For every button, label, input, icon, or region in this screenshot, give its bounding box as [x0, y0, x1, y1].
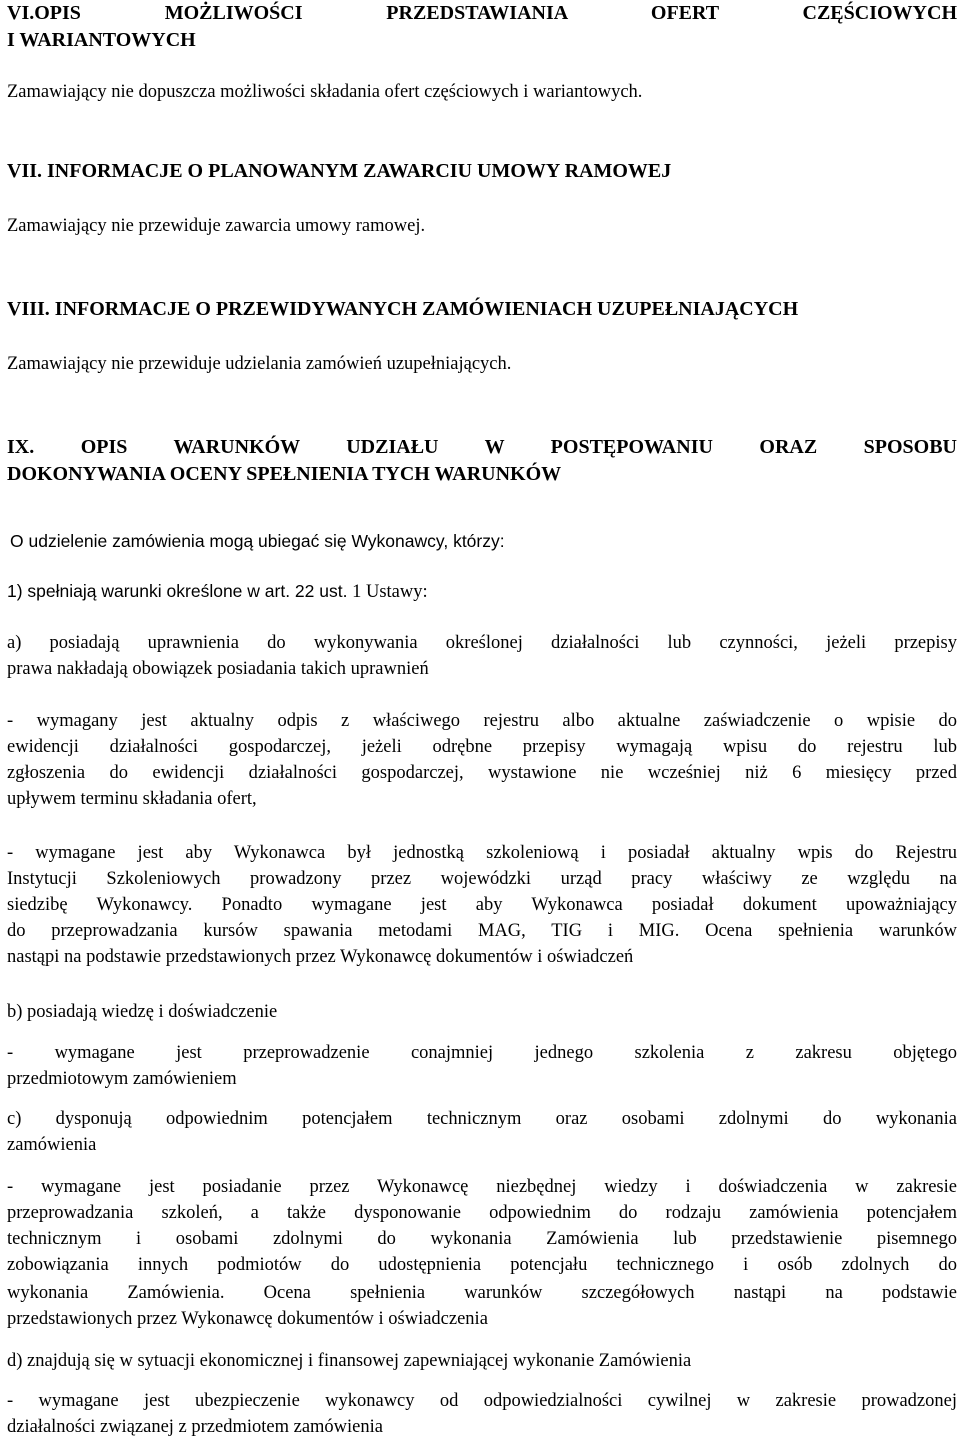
item-c-req-line6: przedstawionych przez Wykonawcę dokumentów i oświadczenia: [7, 1309, 488, 1329]
item-a-req1-line3: zgłoszenia do ewidencji działalności gospodarczej, wystawione nie wcześniej niż 6 miesięcy przed: [7, 763, 957, 783]
item-b-line1: b) posiadają wiedzę i doświadczenie: [7, 1002, 278, 1022]
item-c-line1: c) dysponują odpowiednim potencjałem technicznym oraz osobami zdolnymi do wykonania: [7, 1109, 957, 1129]
section-ix-item1: [7, 578, 428, 605]
section-ix-item1-serif: 1 Ustawy:: [347, 582, 428, 602]
section-vi-heading-line1: VI.OPIS MOŻLIWOŚCI PRZEDSTAWIANIA OFERT CZĘŚCIOWYCH: [7, 2, 957, 24]
item-c-line2: zamówienia: [7, 1135, 97, 1155]
item-a-req1-line4: upływem terminu składania ofert,: [7, 789, 257, 809]
section-viii-text: Zamawiający nie przewiduje udzielania zamówień uzupełniających.: [7, 354, 512, 374]
item-a-req2-line1: - wymagane jest aby Wykonawca był jednostką szkoleniową i posiadał aktualny wpis do Rejestru: [7, 843, 957, 863]
item-d-req-line2: działalności związanej z przedmiotem zamówienia: [7, 1417, 383, 1437]
item-a-req2-line3: siedzibę Wykonawcy. Ponadto wymagane jest aby Wykonawca posiadał dokument upoważniający: [7, 895, 957, 915]
item-a-req1-line1: - wymagany jest aktualny odpis z właściwego rejestru albo aktualne zaświadczenie o wpisie do: [7, 711, 957, 731]
section-vi-text: Zamawiający nie dopuszcza możliwości składania ofert częściowych i wariantowych.: [7, 82, 643, 102]
item-c-req-line5: wykonania Zamówienia. Ocena spełnienia warunków szczegółowych nastąpi na podstawie: [7, 1283, 957, 1303]
item-c-req-line1: - wymagane jest posiadanie przez Wykonawcę niezbędnej wiedzy i doświadczenia w zakresie: [7, 1177, 957, 1197]
section-vii-heading: VII. INFORMACJE O PLANOWANYM ZAWARCIU UMOWY RAMOWEJ: [7, 160, 672, 182]
item-a-req2-line5: nastąpi na podstawie przedstawionych przez Wykonawcę dokumentów i oświadczeń: [7, 947, 634, 967]
section-viii-heading: VIII. INFORMACJE O PRZEWIDYWANYCH ZAMÓWIENIACH UZUPEŁNIAJĄCYCH: [7, 298, 799, 320]
item-a-req2-line2: Instytucji Szkoleniowych prowadzony przez wojewódzki urząd pracy właściwy ze względu na: [7, 869, 957, 889]
section-ix-heading-line1: IX. OPIS WARUNKÓW UDZIAŁU W POSTĘPOWANIU ORAZ SPOSOBU: [7, 436, 957, 458]
item-c-req-line2: przeprowadzania szkoleń, a także dysponowanie odpowiednim do rodzaju zamówienia potencjałem: [7, 1203, 957, 1223]
item-d-req-line1: - wymagane jest ubezpieczenie wykonawcy od odpowiedzialności cywilnej w zakresie prowadzonej: [7, 1391, 957, 1411]
section-ix-heading-line2: DOKONYWANIA OCENY SPEŁNIENIA TYCH WARUNKÓW: [7, 463, 562, 485]
item-c-req-line3: technicznym i osobami zdolnymi do wykonania Zamówienia lub przedstawienie pisemnego: [7, 1229, 957, 1249]
section-vii-text: Zamawiający nie przewiduje zawarcia umowy ramowej.: [7, 216, 426, 236]
item-d-line1: d) znajdują się w sytuacji ekonomicznej i finansowej zapewniającej wykonanie Zamówienia: [7, 1351, 692, 1371]
item-b-req-line2: przedmiotowym zamówieniem: [7, 1069, 237, 1089]
item-a-line2: prawa nakładają obowiązek posiadania takich uprawnień: [7, 659, 429, 679]
item-a-req1-line2: ewidencji działalności gospodarczej, jeżeli odrębne przepisy wymagają wpisu do rejestru lub: [7, 737, 957, 757]
item-a-line1: a) posiadają uprawnienia do wykonywania określonej działalności lub czynności, jeżeli przepisy: [7, 633, 957, 653]
section-vi-heading-line2: I WARIANTOWYCH: [7, 29, 196, 51]
item-c-req-line4: zobowiązania innych podmiotów do udostępnienia potencjału technicznego i osób zdolnych do: [7, 1255, 957, 1275]
item-a-req2-line4: do przeprowadzania kursów spawania metodami MAG, TIG i MIG. Ocena spełnienia warunków: [7, 921, 957, 941]
section-ix-item1-sans: 1) spełniają warunki określone w art. 22 ust.: [7, 581, 348, 601]
item-b-req-line1: - wymagane jest przeprowadzenie conajmniej jednego szkolenia z zakresu objętego: [7, 1043, 957, 1063]
section-ix-intro: O udzielenie zamówienia mogą ubiegać się Wykonawcy, którzy:: [10, 531, 505, 551]
